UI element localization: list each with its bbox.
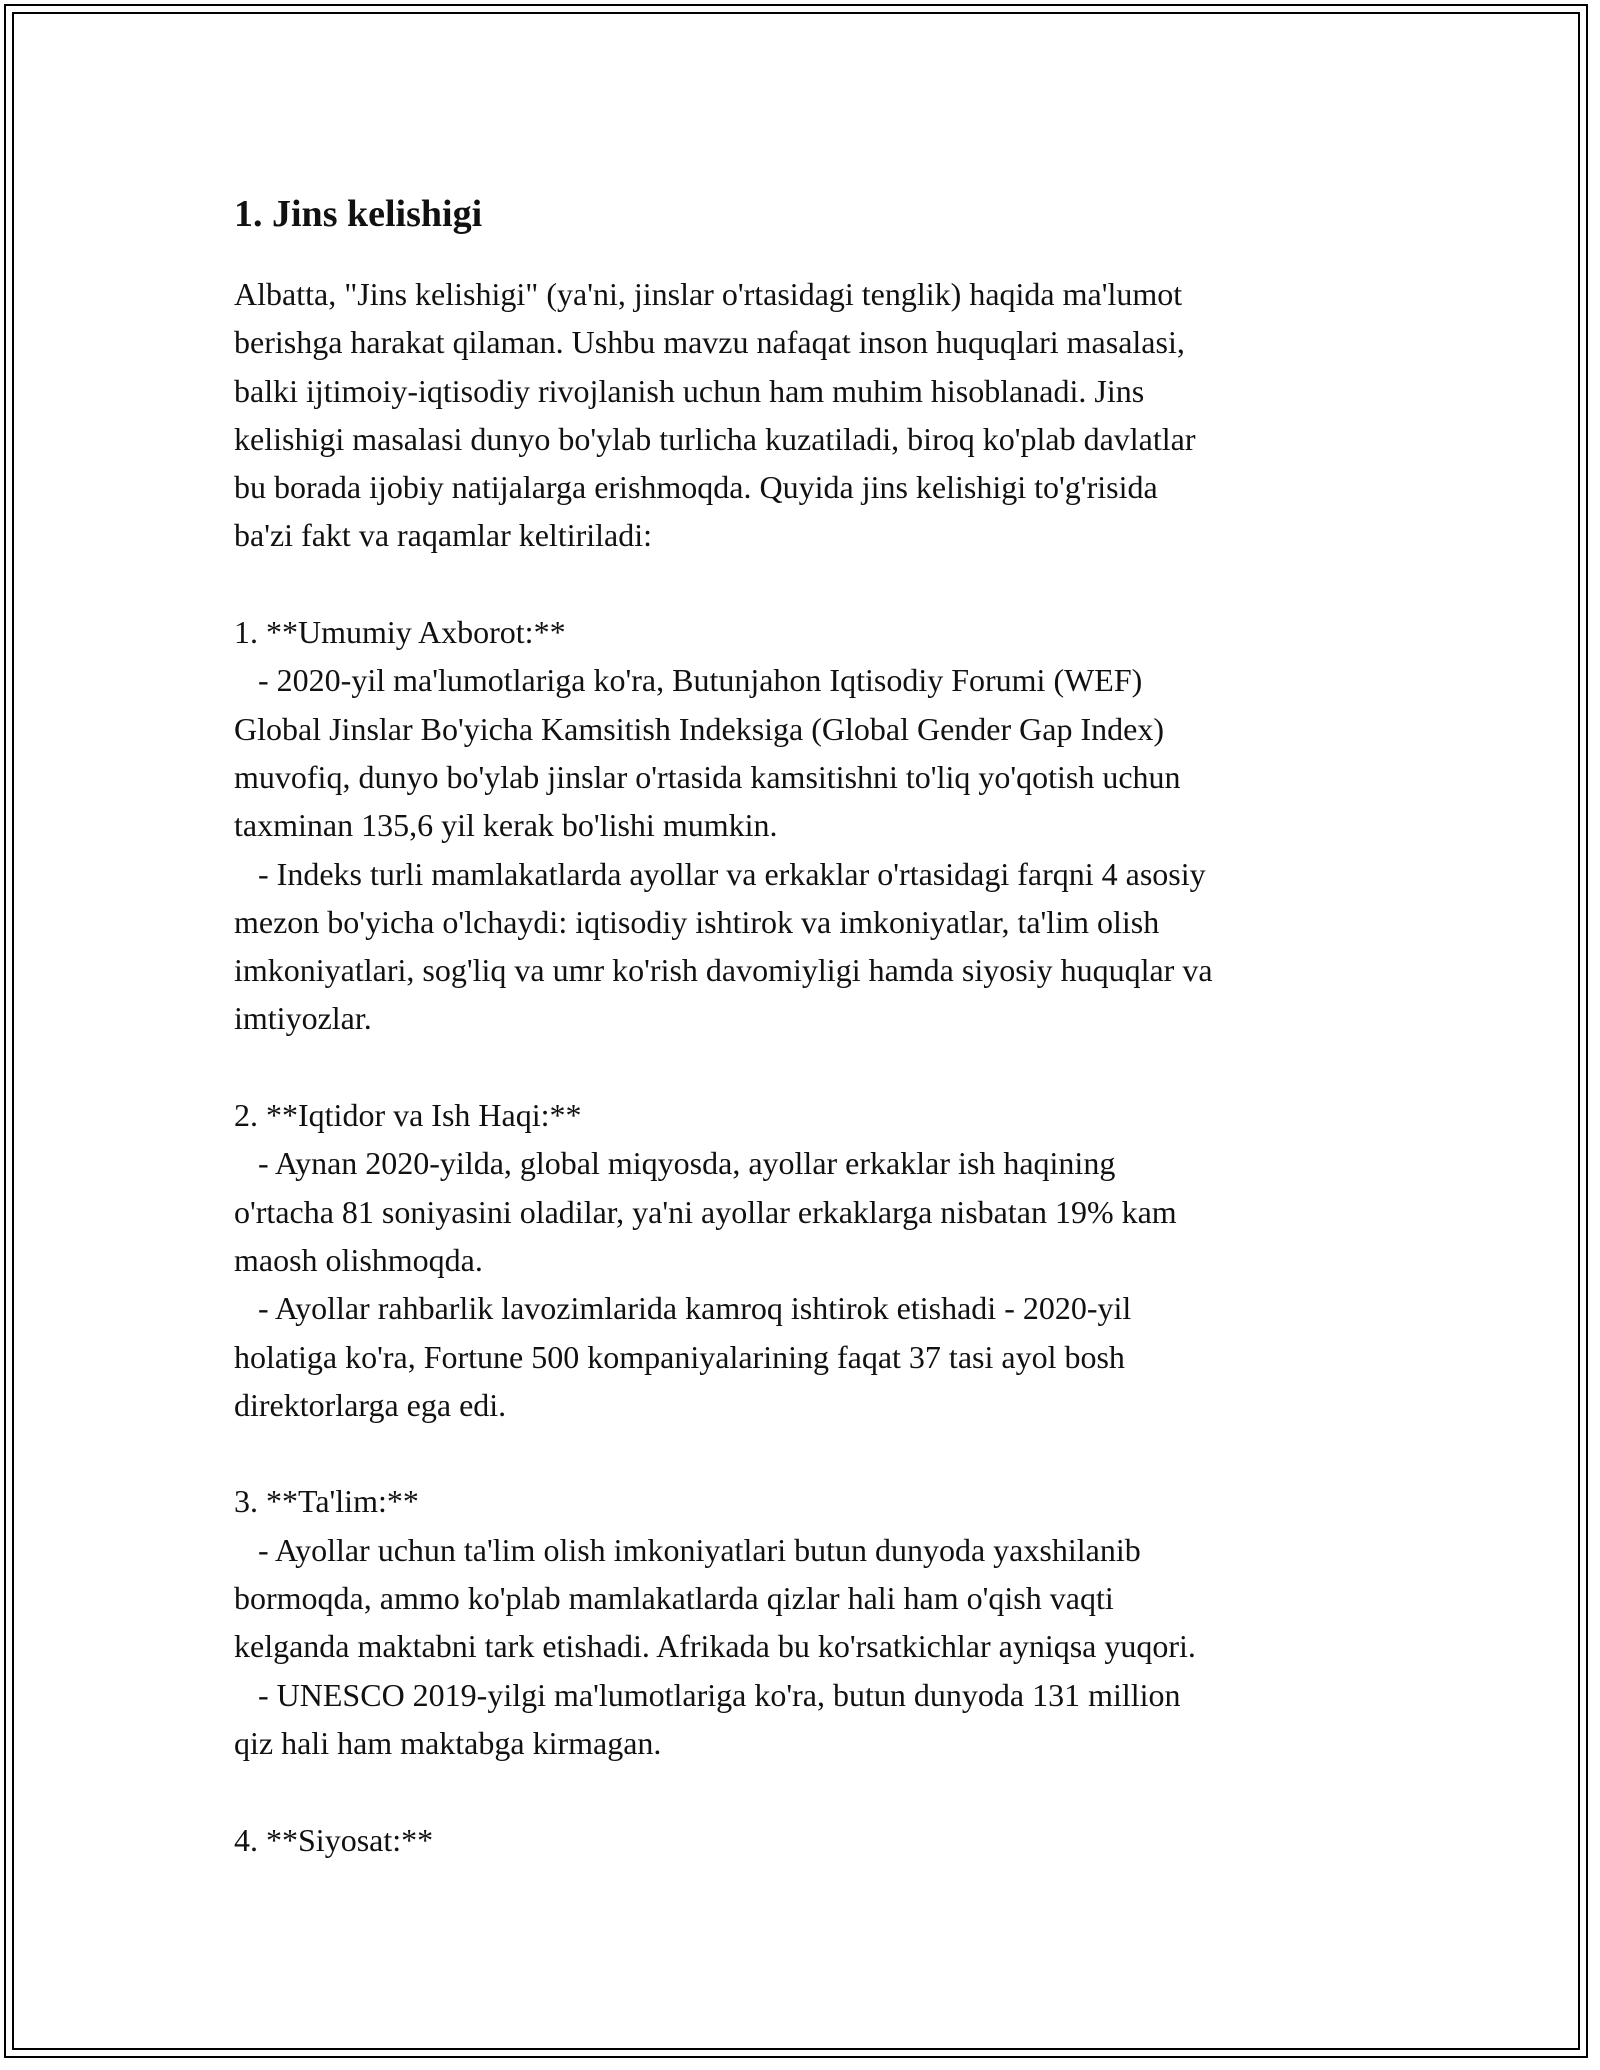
document-title: 1. Jins kelishigi	[234, 193, 483, 235]
document-body: Albatta, "Jins kelishigi" (ya'ni, jinslar o'rtasidagi tenglik) haqida ma'lumot berishga harakat qilaman. Ushbu mavzu nafaqat inson huquqlari masalasi, balki ijtimoiy-iqtisodiy rivojlanish uchun ham muhim hisoblanadi. Jins kelishigi masalasi dunyo bo'ylab turlicha kuzatiladi, biroq ko'plab davlatlar bu borada ijobiy natijalarga erishmoqda. Quyida jins kelishigi to'g'risida ba'zi fakt va raqamlar keltiriladi: 1. **Umumiy Axborot:** - 2020-yil ma'lumotlariga ko'ra, Butunjahon Iqtisodiy Forumi (WEF) Global Jinslar Bo'yicha Kamsitish Indeksiga (Global Gender Gap Index) muvofiq, dunyo bo'ylab jinslar o'rtasida kamsitishni to'liq yo'qotish uchun taxminan 135,6 yil kerak bo'lishi mumkin. - Indeks turli mamlakatlarda ayollar va erkaklar o'rtasidagi farqni 4 asosiy mezon bo'yicha o'lchaydi: iqtisodiy ishtirok va imkoniyatlar, ta'lim olish imkoniyatlari, sog'liq va umr ko'rish davomiyligi hamda siyosiy huquqlar va imtiyozlar. 2. **Iqtidor va Ish Haqi:** - Aynan 2020-yilda, global miqyosda, ayollar erkaklar ish haqining o'rtacha 81 soniyasini oladilar, ya'ni ayollar erkaklarga nisbatan 19% kam maosh olishmoqda. - Ayollar rahbarlik lavozimlarida kamroq ishtirok etishadi - 2020-yil holatiga ko'ra, Fortune 500 kompaniyalarining faqat 37 tasi ayol bosh direktorlarga ega edi. 3. **Ta'lim:** - Ayollar uchun ta'lim olish imkoniyatlari butun dunyoda yaxshilanib bormoqda, ammo ko'plab mamlakatlarda qizlar hali ham o'qish vaqti kelganda maktabni tark etishadi. Afrikada bu ko'rsatkichlar ayniqsa yuqori. - UNESCO 2019-yilgi ma'lumotlariga ko'ra, butun dunyoda 131 million qiz hali ham maktabga kirmagan. 4. **Siyosat:**	[234, 276, 1213, 1858]
document-content	[234, 188, 1384, 1864]
